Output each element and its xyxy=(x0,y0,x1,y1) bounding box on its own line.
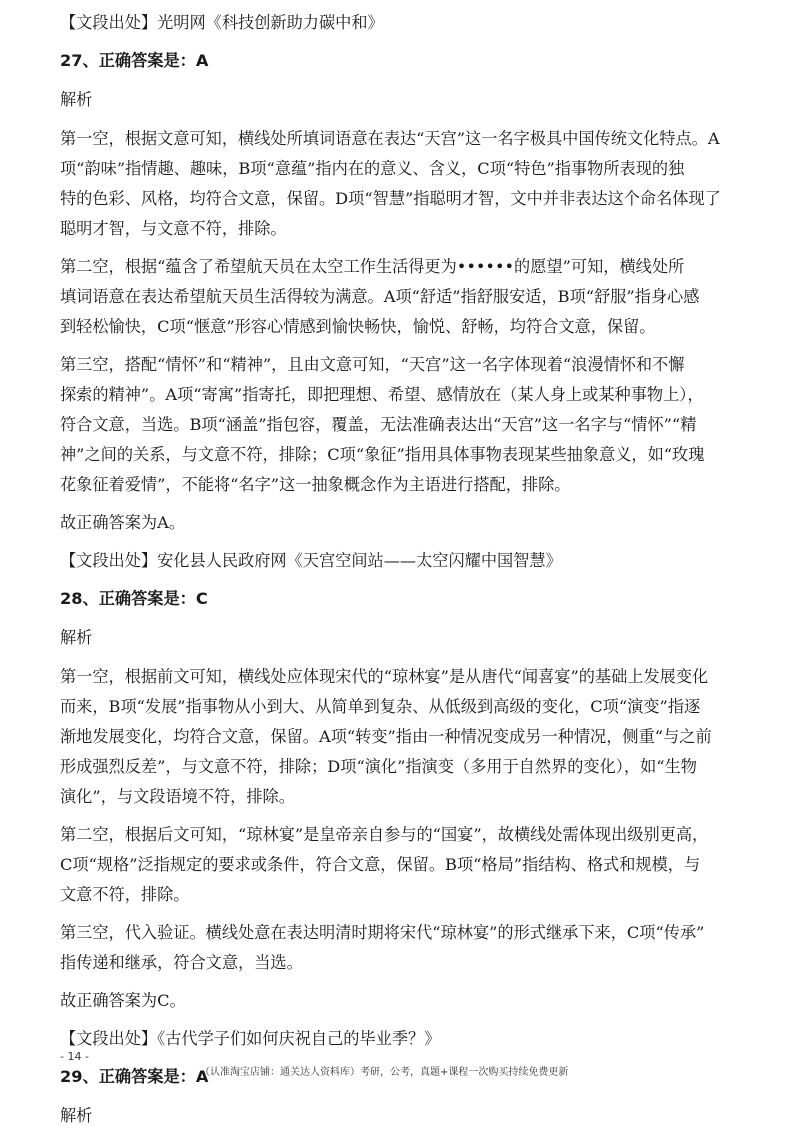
page-number: - 14 - xyxy=(60,1050,89,1063)
text-line: 探索的精神”。A项“寄寓”指寄托，即把理想、希望、感情放在（某人身上或某种事物上）， xyxy=(60,385,704,404)
text-line: 【文段出处】《古代学子们如何庆祝自己的毕业季？》 xyxy=(60,1029,441,1048)
source-citation xyxy=(60,8,750,38)
text-line: 特的色彩、风格，均符合文意，保留。D项“智慧”指聪明才智，文中并非表达这个命名体现了 xyxy=(60,189,721,208)
source-citation xyxy=(60,546,750,576)
text-line: 解析 xyxy=(60,628,93,647)
source-citation xyxy=(60,1024,750,1054)
text-line: 第三空，搭配“情怀”和“精神”，且由文意可知，“天宫”这一名字体现着“浪漫情怀和不懈 xyxy=(60,355,685,374)
text-line: 【文段出处】安化县人民政府网《天宫空间站——太空闪耀中国智慧》 xyxy=(60,551,562,570)
text-line: 27、正确答案是：A xyxy=(60,51,209,70)
text-line: 【文段出处】光明网《科技创新助力碳中和》 xyxy=(60,13,384,32)
text-line: 故正确答案为C。 xyxy=(60,991,186,1010)
footer-note: （认准淘宝店铺：通关达人资料库）考研，公考，真题+课程一次购买持续免费更新 xyxy=(200,1067,569,1078)
text-line: 第一空，根据文意可知，横线处所填词语意在表达“天宫”这一名字极具中国传统文化特点。A xyxy=(60,129,720,148)
answer-heading xyxy=(60,46,750,76)
analysis-label xyxy=(60,85,750,115)
text-line: 第一空，根据前文可知，横线处应体现宋代的“琼林宴”是从唐代“闻喜宴”的基础上发展变化 xyxy=(60,667,709,686)
text-line: 渐地发展变化，均符合文意，保留。A项“转变”指由一种情况变成另一种情况，侧重“与之前 xyxy=(60,727,712,746)
text-line: 花象征着爱情”，不能将“名字”这一抽象概念作为主语进行搭配，排除。 xyxy=(60,475,571,494)
text-line: 第二空，根据“蕴含了希望航天员在太空工作生活得更为••••••的愿望”可知，横线处所 xyxy=(60,257,685,276)
text-line: 项“韵味”指情趣、趣味，B项“意蕴”指内在的意义、含义，C项“特色”指事物所表现的独 xyxy=(60,159,685,178)
text-line: 到轻松愉快，C项“惬意”形容心情感到愉快畅快，愉悦、舒畅，均符合文意，保留。 xyxy=(60,317,656,336)
text-line: 聪明才智，与文意不符，排除。 xyxy=(60,219,287,238)
text-line: 符合文意，当选。B项“涵盖”指包容，覆盖，无法准确表达出“天宫”这一名字与“情怀”“精 xyxy=(60,415,697,434)
text-line: 填词语意在表达希望航天员生活得较为满意。A项“舒适”指舒服安适，B项“舒服”指身心感 xyxy=(60,287,700,306)
text-line: 29、正确答案是：A xyxy=(60,1067,209,1086)
analysis-label xyxy=(60,623,750,653)
text-line: 而来，B项“发展”指事物从小到大、从简单到复杂、从低级到高级的变化，C项“演变”指逐 xyxy=(60,697,701,716)
analysis-paragraph xyxy=(60,350,750,500)
analysis-paragraph xyxy=(60,252,750,342)
analysis-paragraph xyxy=(60,662,750,812)
analysis-paragraph xyxy=(60,124,750,244)
text-line: 演化”，与文段语境不符，排除。 xyxy=(60,787,295,806)
analysis-paragraph xyxy=(60,918,750,978)
text-line: 指传递和继承，符合文意，当选。 xyxy=(60,953,303,972)
text-line: 神”之间的关系，与文意不符，排除；C项“象征”指用具体事物表现某些抽象意义，如“玫瑰 xyxy=(60,445,705,464)
text-line: 文意不符，排除。 xyxy=(60,885,190,904)
text-line: 第二空，根据后文可知，“琼林宴”是皇帝亲自参与的“国宴”，故横线处需体现出级别更高， xyxy=(60,825,709,844)
conclusion-line xyxy=(60,986,750,1016)
text-line: 解析 xyxy=(60,90,93,109)
text-line: 第三空，代入验证。横线处意在表达明清时期将宋代“琼林宴”的形式继承下来，C项“传承” xyxy=(60,923,705,942)
answer-heading xyxy=(60,584,750,614)
text-line: 28、正确答案是：C xyxy=(60,589,208,608)
analysis-label xyxy=(60,1101,750,1131)
text-line: 解析 xyxy=(60,1106,93,1125)
text-line: 故正确答案为A。 xyxy=(60,513,186,532)
document-content xyxy=(60,8,750,1140)
text-line: C项“规格”泛指规定的要求或条件，符合文意，保留。B项“格局”指结构、格式和规模，与 xyxy=(60,855,701,874)
conclusion-line xyxy=(60,508,750,538)
text-line: 形成强烈反差”，与文意不符，排除；D项“演化”指演变（多用于自然界的变化），如“生物 xyxy=(60,757,697,776)
analysis-paragraph xyxy=(60,820,750,910)
